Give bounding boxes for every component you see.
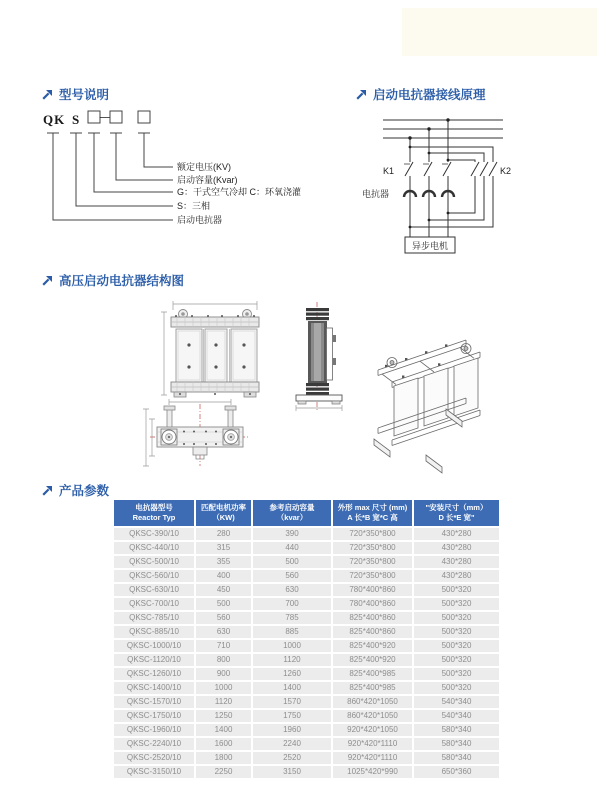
table-cell: 630 <box>196 626 251 638</box>
model-code-phase: S <box>72 112 81 127</box>
table-cell: QKSC-885/10 <box>114 626 194 638</box>
front-top-clamp <box>171 315 259 327</box>
table-cell: 1400 <box>253 682 331 694</box>
table-cell: 1025*420*990 <box>333 766 412 778</box>
table-cell: 825*400*860 <box>333 612 412 624</box>
iso-lifting-lugs <box>387 344 471 368</box>
table-cell: 500*320 <box>414 654 499 666</box>
table-cell: 650*360 <box>414 766 499 778</box>
wiring-principle-diagram <box>350 100 570 260</box>
table-row <box>114 584 499 596</box>
section-title: 型号说明 <box>59 88 110 102</box>
table-row <box>114 598 499 610</box>
table-cell: 540*340 <box>414 696 499 708</box>
model-code-box <box>88 111 100 123</box>
model-code-box <box>110 111 122 123</box>
table-row <box>114 696 499 708</box>
table-cell: 430*280 <box>414 556 499 568</box>
table-cell: 1120 <box>253 654 331 666</box>
table-cell: 580*340 <box>414 738 499 750</box>
table-cell: 430*280 <box>414 542 499 554</box>
motor-label: 异步电机 <box>411 241 449 251</box>
table-row <box>114 766 499 778</box>
table-cell: 780*400*860 <box>333 584 412 596</box>
table-cell: 500*320 <box>414 626 499 638</box>
model-label-phase: S：三相 <box>177 201 211 211</box>
table-cell: 580*340 <box>414 752 499 764</box>
table-cell: 825*400*920 <box>333 654 412 666</box>
table-cell: 860*420*1050 <box>333 710 412 722</box>
table-cell: 920*420*1110 <box>333 738 412 750</box>
model-code-separator: — <box>99 111 111 124</box>
table-cell: 2240 <box>253 738 331 750</box>
model-lead-lines <box>47 133 173 220</box>
table-cell: 825*400*985 <box>333 668 412 680</box>
table-cell: 785 <box>253 612 331 624</box>
bus-lines <box>383 120 503 138</box>
model-code-prefix: QK <box>43 112 66 127</box>
coil-end-right <box>223 429 239 445</box>
table-cell: QKSC-1960/10 <box>114 724 194 736</box>
table-cell: 2250 <box>196 766 251 778</box>
table-cell: 500*320 <box>414 668 499 680</box>
watermark-block <box>402 8 597 56</box>
k2-label: K2 <box>500 166 512 176</box>
k1-label: K1 <box>383 166 395 176</box>
table-cell: 825*400*920 <box>333 640 412 652</box>
section-header-model <box>42 85 109 103</box>
table-row <box>114 542 499 554</box>
side-column <box>306 308 329 395</box>
table-cell: 1000 <box>196 682 251 694</box>
table-cell: 560 <box>253 570 331 582</box>
table-row <box>114 752 499 764</box>
table-cell: 1000 <box>253 640 331 652</box>
table-cell: QKSC-440/10 <box>114 542 194 554</box>
table-cell: 560 <box>196 612 251 624</box>
table-cell: QKSC-630/10 <box>114 584 194 596</box>
table-cell: 800 <box>196 654 251 666</box>
table-cell: 440 <box>253 542 331 554</box>
table-cell: 500*320 <box>414 682 499 694</box>
table-cell: 825*400*985 <box>333 682 412 694</box>
table-cell: QKSC-1000/10 <box>114 640 194 652</box>
table-cell: 315 <box>196 542 251 554</box>
table-cell: 1570 <box>253 696 331 708</box>
params-table-body <box>114 528 499 778</box>
structure-drawings <box>130 298 490 493</box>
table-cell: QKSC-3150/10 <box>114 766 194 778</box>
table-cell: 1800 <box>196 752 251 764</box>
section-header-params <box>42 481 109 499</box>
table-row <box>114 738 499 750</box>
model-label-reactor: 启动电抗器 <box>177 215 223 225</box>
table-cell: 540*340 <box>414 710 499 722</box>
section-header-structure <box>42 271 184 289</box>
table-cell: QKSC-1120/10 <box>114 654 194 666</box>
table-cell: 1250 <box>196 710 251 722</box>
table-row <box>114 724 499 736</box>
table-cell: QKSC-700/10 <box>114 598 194 610</box>
table-cell: 900 <box>196 668 251 680</box>
table-cell: QKSC-560/10 <box>114 570 194 582</box>
table-row <box>114 570 499 582</box>
table-cell: QKSC-785/10 <box>114 612 194 624</box>
table-cell: 780*400*860 <box>333 598 412 610</box>
model-label-voltage: 额定电压(KV) <box>177 162 232 172</box>
front-coils <box>176 329 257 382</box>
table-cell: 1960 <box>253 724 331 736</box>
params-table-head-row <box>114 500 499 526</box>
table-cell: 500*320 <box>414 598 499 610</box>
table-cell: 710 <box>196 640 251 652</box>
table-cell: 630 <box>253 584 331 596</box>
table-cell: 400 <box>196 570 251 582</box>
table-cell: 720*350*800 <box>333 528 412 540</box>
table-cell: 450 <box>196 584 251 596</box>
table-cell: 1600 <box>196 738 251 750</box>
side-view-drawing <box>296 302 342 411</box>
table-cell: 1260 <box>253 668 331 680</box>
table-cell: 720*350*800 <box>333 542 412 554</box>
table-row <box>114 556 499 568</box>
coil-end-left <box>161 429 177 445</box>
table-row <box>114 710 499 722</box>
table-cell: 885 <box>253 626 331 638</box>
front-bottom-clamp <box>171 382 259 397</box>
table-cell: 3150 <box>253 766 331 778</box>
ne-arrow-icon <box>42 485 53 496</box>
model-label-cooling: G：干式空气冷却 C：环氧浇灌 <box>177 187 302 197</box>
model-designation-diagram <box>38 104 338 234</box>
column-header: 外形 max 尺寸 (mm) A 长*B 宽*C 高 <box>333 500 412 526</box>
iso-coils <box>394 358 478 436</box>
product-parameters-table <box>112 498 501 780</box>
table-cell: 860*420*1050 <box>333 696 412 708</box>
table-cell: 500*320 <box>414 640 499 652</box>
bypass-loops <box>410 147 497 227</box>
k1-switch-contacts <box>404 162 451 176</box>
table-cell: 720*350*800 <box>333 570 412 582</box>
table-row <box>114 640 499 652</box>
table-cell: QKSC-2520/10 <box>114 752 194 764</box>
table-cell: QKSC-2240/10 <box>114 738 194 750</box>
front-view-drawing <box>161 301 259 397</box>
table-row <box>114 654 499 666</box>
table-cell: 430*280 <box>414 570 499 582</box>
table-row <box>114 626 499 638</box>
table-cell: 1750 <box>253 710 331 722</box>
table-row <box>114 528 499 540</box>
table-cell: 500 <box>196 598 251 610</box>
table-cell: 720*350*800 <box>333 556 412 568</box>
table-cell: 500 <box>253 556 331 568</box>
top-view-drawing <box>143 399 250 466</box>
ne-arrow-icon <box>356 89 367 100</box>
table-cell: QKSC-500/10 <box>114 556 194 568</box>
section-title: 高压启动电抗器结构图 <box>59 274 185 288</box>
section-title: 产品参数 <box>59 484 110 498</box>
table-cell: 500*320 <box>414 612 499 624</box>
table-cell: 280 <box>196 528 251 540</box>
column-header: 电抗器型号 Reactor Typ <box>114 500 194 526</box>
table-cell: QKSC-390/10 <box>114 528 194 540</box>
ne-arrow-icon <box>42 89 53 100</box>
table-cell: 355 <box>196 556 251 568</box>
column-header: "安装尺寸（mm） D 长*E 宽" <box>414 500 499 526</box>
table-cell: 500*320 <box>414 584 499 596</box>
table-cell: 390 <box>253 528 331 540</box>
column-header: 参考启动容量 （kvar） <box>253 500 331 526</box>
ne-arrow-icon <box>42 275 53 286</box>
table-row <box>114 668 499 680</box>
table-row <box>114 612 499 624</box>
table-cell: 1400 <box>196 724 251 736</box>
table-cell: 920*420*1110 <box>333 752 412 764</box>
table-cell: QKSC-1400/10 <box>114 682 194 694</box>
isometric-view-drawing <box>374 340 480 473</box>
model-label-capacity: 启动容量(Kvar) <box>177 175 238 185</box>
table-cell: 920*420*1050 <box>333 724 412 736</box>
table-row <box>114 682 499 694</box>
side-terminal-plate <box>327 328 337 380</box>
table-cell: 580*340 <box>414 724 499 736</box>
table-cell: 2520 <box>253 752 331 764</box>
side-base <box>296 395 342 404</box>
model-code-box <box>138 111 150 123</box>
table-cell: QKSC-1260/10 <box>114 668 194 680</box>
column-header: 匹配电机功率 （KW) <box>196 500 251 526</box>
table-cell: 825*400*860 <box>333 626 412 638</box>
table-cell: QKSC-1750/10 <box>114 710 194 722</box>
table-cell: QKSC-1570/10 <box>114 696 194 708</box>
table-cell: 1120 <box>196 696 251 708</box>
section-title: 启动电抗器接线原理 <box>373 88 486 102</box>
table-cell: 430*280 <box>414 528 499 540</box>
table-cell: 700 <box>253 598 331 610</box>
side-dimension-line <box>296 405 342 411</box>
reactor-label: 电抗器 <box>362 189 390 199</box>
